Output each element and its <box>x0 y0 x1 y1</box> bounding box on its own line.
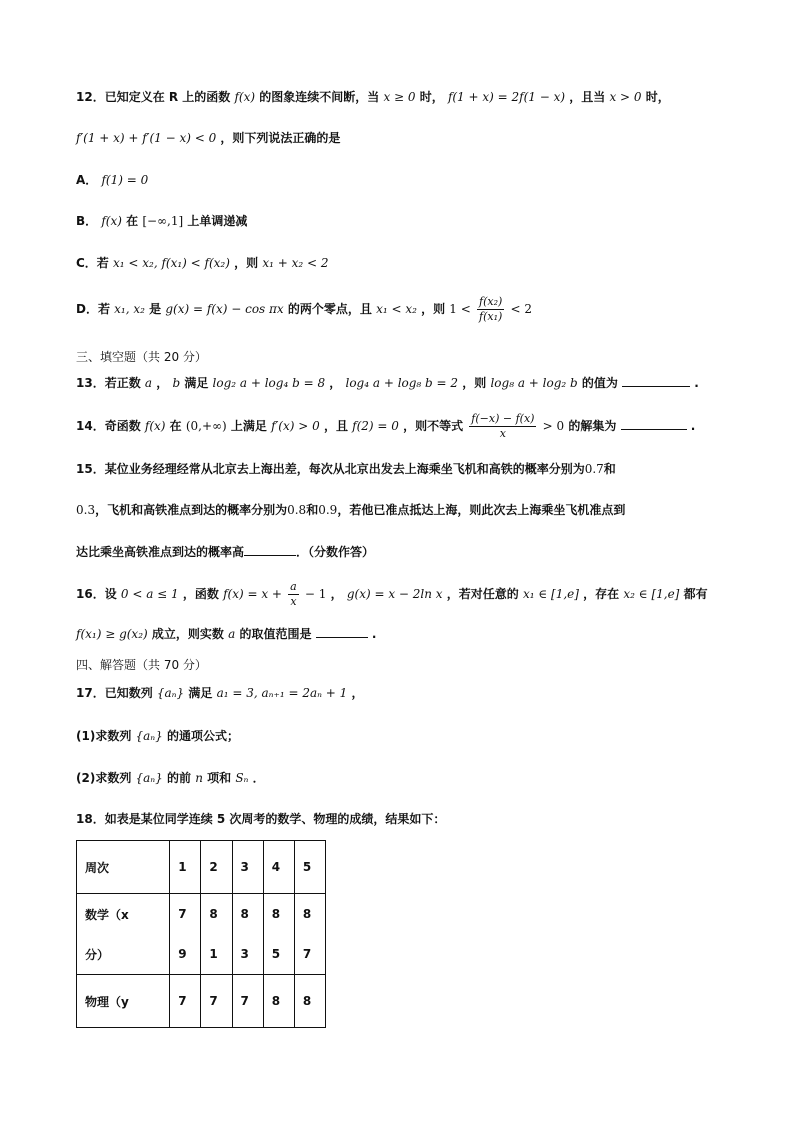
q16-line1: 16．设 0 < a ≤ 1 ，函数 f(x) = x + $\frac{a}{x}$ − 1 ， g(x) = x − 2ln x ，若对任意的 x₁ ∈ [1,e] ，存在 x₂ ∈ [1,e] 都有 <box>76 580 708 608</box>
table-header-math: 数学（x <box>77 894 170 935</box>
q12-option-b: B． f(x) 在 [−∞,1] 上单调递减 <box>76 214 248 228</box>
q12-stem-line2: f′(1 + x) + f′(1 − x) < 0 ，则下列说法正确的是 <box>76 131 341 145</box>
q16-line2: f(x₁) ≥ g(x₂) 成立，则实数 a 的取值范围是 . <box>76 627 377 641</box>
table-cell: 7 <box>170 975 201 1028</box>
q13-stem: 13．若正数 a ， b 满足 log₂ a + log₄ b = 8 ， log₄ a + log₈ b = 2 ，则 log₈ a + log₂ b 的值为 . <box>76 376 699 390</box>
q17-part1: (1)求数列 {aₙ} 的通项公式； <box>76 729 240 743</box>
section-fill-in-heading: 三、填空题（共 20 分） <box>76 350 207 364</box>
table-row-physics <box>77 975 326 1028</box>
table-cell: 7 <box>294 934 325 975</box>
q13-answer-blank <box>622 385 690 387</box>
table-header-math-unit: 分） <box>77 934 170 975</box>
table-cell: 7 <box>170 894 201 935</box>
table-cell: 7 <box>201 975 232 1028</box>
q18-score-table <box>76 840 326 1028</box>
q15-line2: 0.3，飞机和高铁准点到达的概率分别为0.8和0.9，若他已准点抵达上海，则此次去上海乘坐飞机准点到 <box>76 503 626 517</box>
q14-answer-blank <box>621 428 687 430</box>
table-cell: 5 <box>294 841 325 894</box>
q12-option-d-fraction: $\frac{\text{f(x₂)}}{\text{f(x₁)}}$ <box>479 295 503 323</box>
q15-line1: 15．某位业务经理经常从北京去上海出差，每次从北京出发去上海乘坐飞机和高铁的概率分别为0.7和 <box>76 462 616 476</box>
section-answer-heading: 四、解答题（共 70 分） <box>76 658 207 672</box>
table-cell: 8 <box>263 894 294 935</box>
table-cell: 3 <box>232 841 263 894</box>
table-cell: 7 <box>232 975 263 1028</box>
table-cell: 1 <box>201 934 232 975</box>
table-cell: 5 <box>263 934 294 975</box>
q15-answer-blank <box>244 554 296 556</box>
table-cell: 8 <box>294 894 325 935</box>
table-header-physics: 物理（y <box>77 975 170 1028</box>
table-cell: 8 <box>294 975 325 1028</box>
table-cell: 8 <box>232 894 263 935</box>
q12-stem-line1: 12．已知定义在 R 上的函数 f(x) 的图象连续不间断，当 x ≥ 0 时， f(1 + x) = 2f(1 − x) ，且当 x > 0 时， <box>76 90 670 104</box>
q17-part2: (2)求数列 {aₙ} 的前 n 项和 Sₙ ． <box>76 771 265 785</box>
q18-stem: 18．如表是某位同学连续 5 次周考的数学、物理的成绩，结果如下： <box>76 812 446 826</box>
q12-option-d: D．若 x₁, x₂ 是 g(x) = f(x) − cos πx 的两个零点，且 x₁ < x₂ ，则 1 < $\frac{\text{f(x₂)}}{\text{f(x₁)}}$ < 2 <box>76 295 532 323</box>
table-cell: 1 <box>170 841 201 894</box>
table-row-math-a <box>77 894 326 935</box>
table-cell: 2 <box>201 841 232 894</box>
math-fx: f(x) <box>234 90 256 104</box>
q14-fraction: $\frac{f(-x) - f(x)}{x}$ <box>471 412 535 440</box>
q12-option-c: C．若 x₁ < x₂, f(x₁) < f(x₂) ，则 x₁ + x₂ < 2 <box>76 256 329 270</box>
table-row-weeks <box>77 841 326 894</box>
q12-option-a: A． f(1) = 0 <box>76 173 149 187</box>
table-header-week: 周次 <box>77 841 170 894</box>
q16-fraction: $\frac{a}{x}$ <box>290 580 297 608</box>
q14-stem: 14．奇函数 f(x) 在 (0,+∞) 上满足 f′(x) > 0 ，且 f(2) = 0 ，则不等式 $\frac{f(-x) - f(x)}{x}$ > 0 的解集为 . <box>76 412 696 440</box>
q16-answer-blank <box>316 636 368 638</box>
table-cell: 3 <box>232 934 263 975</box>
table-cell: 8 <box>201 894 232 935</box>
table-cell: 9 <box>170 934 201 975</box>
table-row-math-b <box>77 934 326 975</box>
q15-line3: 达比乘坐高铁准点到达的概率高 ．（分数作答） <box>76 545 375 559</box>
table-cell: 4 <box>263 841 294 894</box>
table-cell: 8 <box>263 975 294 1028</box>
q17-stem: 17．已知数列 {aₙ} 满足 a₁ = 3, aₙ₊₁ = 2aₙ + 1 ， <box>76 686 364 700</box>
